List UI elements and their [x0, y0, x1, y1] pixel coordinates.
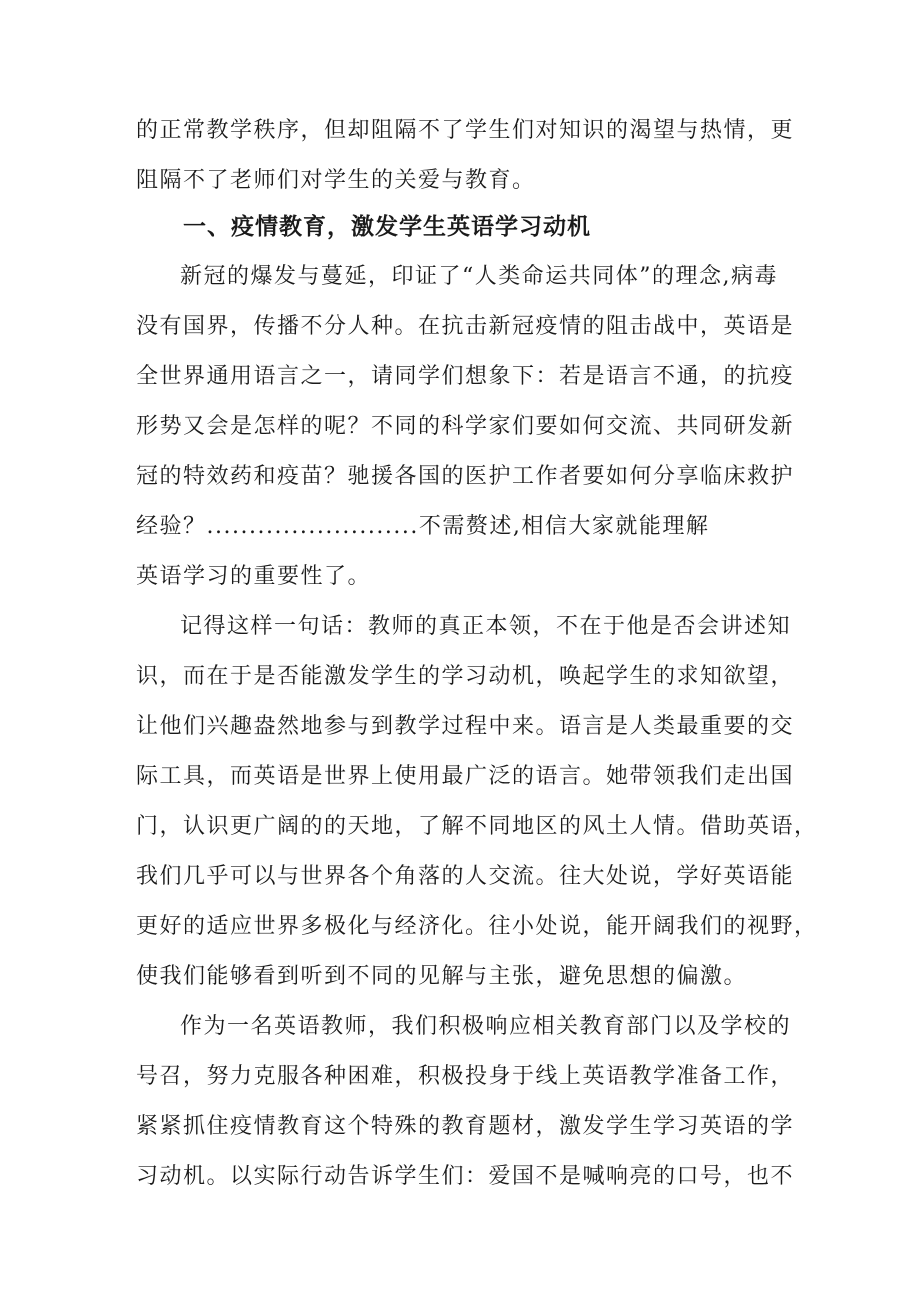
body-text-line: 阻隔不了老师们对学生的关爱与教育。	[136, 168, 536, 193]
body-text-line: 习动机。以实际行动告诉学生们：爱国不是喊响亮的口号，也不	[136, 1164, 795, 1189]
body-text-line: 形势又会是怎样的呢？不同的科学家们要如何交流、共同研发新	[136, 414, 795, 439]
body-text-line: 号召，努力克服各种困难，积极投身于线上英语教学准备工作，	[136, 1064, 795, 1089]
body-text-line: 记得这样一句话：教师的真正本领，不在于他是否会讲述知	[180, 614, 792, 639]
body-text-line: 经验？.........................不需赘述,相信大家就能理解	[136, 514, 710, 539]
body-text-line: 没有国界，传播不分人种。在抗击新冠疫情的阻击战中，英语是	[136, 314, 795, 339]
body-text-line: 的正常教学秩序，但却阻隔不了学生们对知识的渴望与热情，更	[136, 118, 795, 143]
body-text-line: 英语学习的重要性了。	[136, 564, 372, 589]
body-text-line: 更好的适应世界多极化与经济化。往小处说，能开阔我们的视野，	[136, 914, 818, 939]
section-heading: 一、疫情教育，激发学生英语学习动机	[183, 214, 591, 240]
body-text-line: 让他们兴趣盎然地参与到教学过程中来。语言是人类最重要的交	[136, 714, 795, 739]
body-text-line: 识，而在于是否能激发学生的学习动机，唤起学生的求知欲望，	[136, 664, 795, 689]
body-text-line: 我们几乎可以与世界各个角落的人交流。往大处说，学好英语能	[136, 864, 795, 889]
body-text-line: 际工具，而英语是世界上使用最广泛的语言。她带领我们走出国	[136, 764, 795, 789]
body-text-line: 冠的特效药和疫苗？驰援各国的医护工作者要如何分享临床救护	[136, 464, 795, 489]
body-text-line: 作为一名英语教师，我们积极响应相关教育部门以及学校的	[180, 1014, 792, 1039]
body-text-line: 全世界通用语言之一，请同学们想象下：若是语言不通，的抗疫	[136, 364, 795, 389]
body-text-line: 门，认识更广阔的的天地，了解不同地区的风土人情。借助英语，	[136, 814, 818, 839]
body-text-line: 紧紧抓住疫情教育这个特殊的教育题材，激发学生学习英语的学	[136, 1114, 795, 1139]
body-text-line: 使我们能够看到听到不同的见解与主张，避免思想的偏激。	[136, 964, 748, 989]
body-text-line: 新冠的爆发与蔓延，印证了“人类命运共同体”的理念,病毒	[180, 264, 778, 289]
